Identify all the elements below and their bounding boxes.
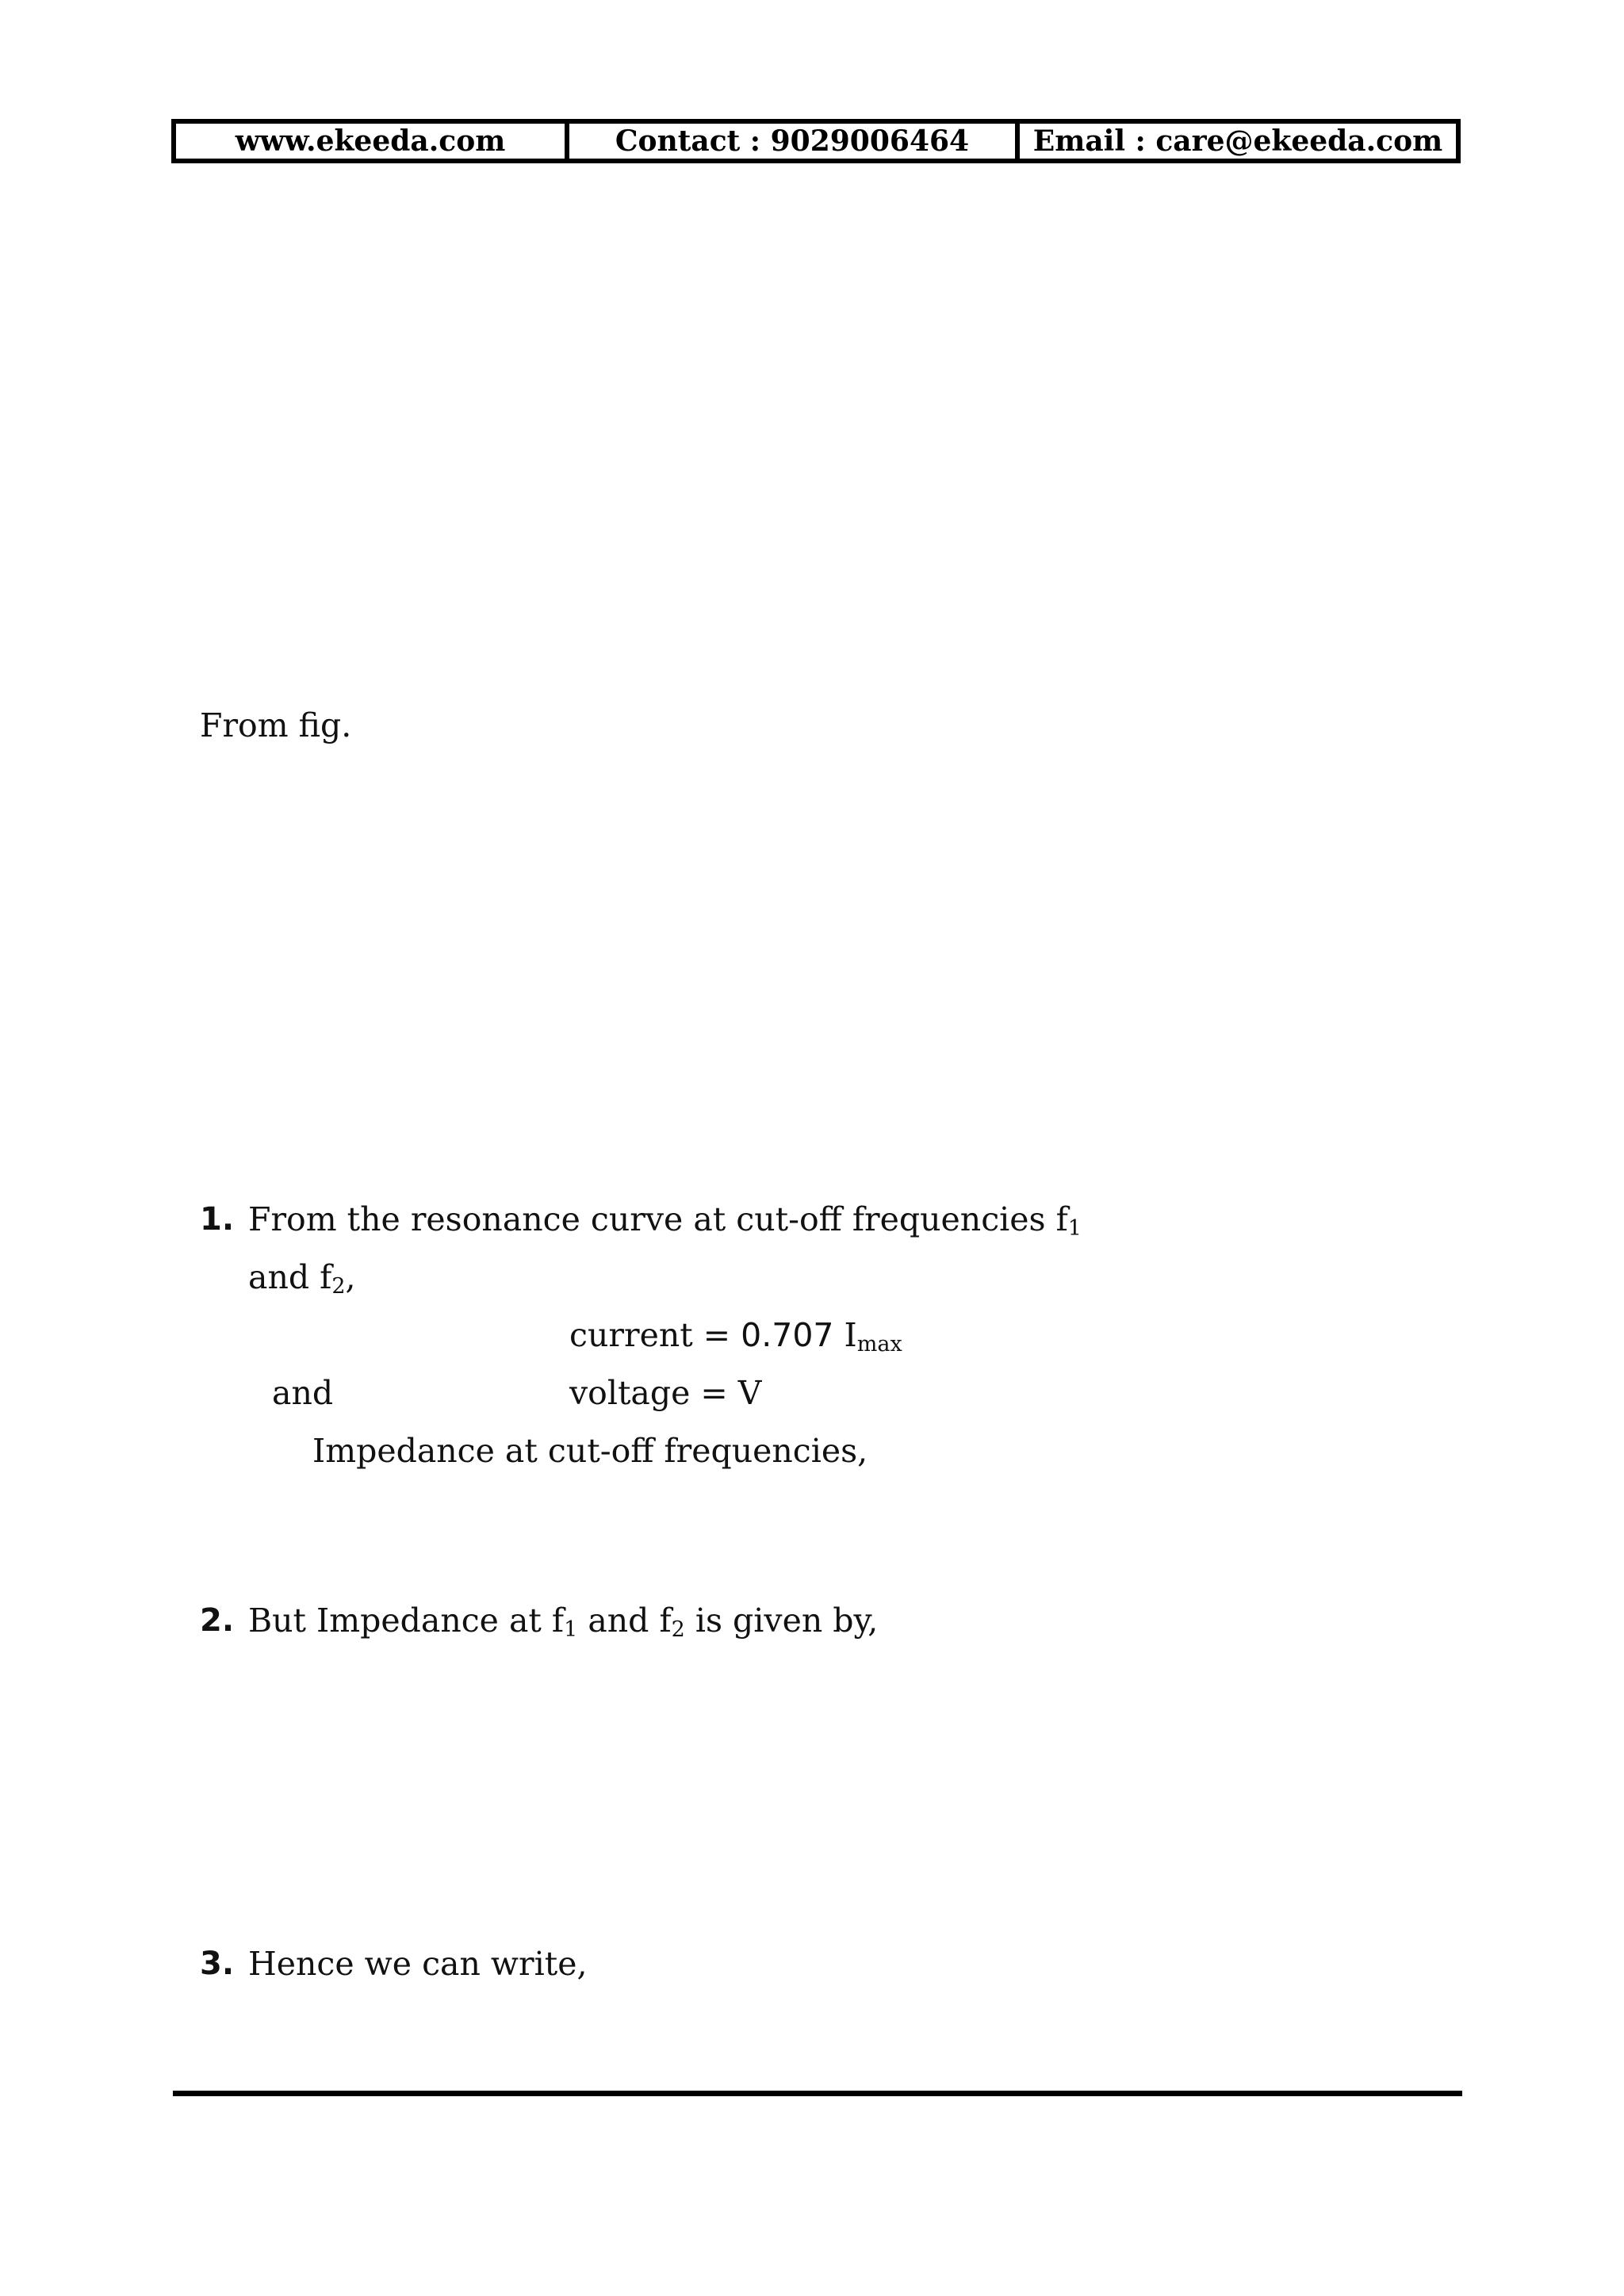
point-1-line-2 xyxy=(248,1258,356,1299)
point-1-line-2-tail: , xyxy=(345,1258,356,1296)
subscript-1: 1 xyxy=(1067,1216,1082,1241)
point-2-text xyxy=(248,1601,878,1640)
point-1-line-1-text: From the resonance curve at cut-off frequencies f xyxy=(248,1200,1068,1238)
point-1-number: 1. xyxy=(200,1201,235,1238)
point-3-text: Hence we can write, xyxy=(248,1945,588,1983)
header-contact-bar xyxy=(171,119,1461,163)
point-2-text-c: is given by, xyxy=(684,1601,879,1640)
subscript-max: max xyxy=(856,1332,902,1357)
subscript-1: 1 xyxy=(564,1617,578,1642)
footer-divider xyxy=(173,2091,1462,2096)
point-1-line-2-text: and f xyxy=(248,1258,332,1296)
subscript-2: 2 xyxy=(671,1617,685,1642)
current-symbol: I xyxy=(833,1316,857,1354)
point-2-number: 2. xyxy=(200,1602,235,1639)
header-contact: Contact : 9029006464 xyxy=(569,124,1020,159)
point-1-line-1 xyxy=(248,1200,1082,1241)
current-value: 0.707 xyxy=(741,1316,834,1354)
point-3-number: 3. xyxy=(200,1946,235,1982)
header-website[interactable]: www.ekeeda.com xyxy=(176,124,569,159)
current-equation xyxy=(569,1316,902,1357)
from-fig-text: From fig. xyxy=(200,706,352,744)
header-email[interactable]: Email : care@ekeeda.com xyxy=(1032,124,1443,158)
and-label: and xyxy=(272,1374,334,1412)
voltage-equation: voltage = V xyxy=(569,1374,762,1412)
point-2-text-b: and f xyxy=(577,1601,672,1640)
point-2-text-a: But Impedance at f xyxy=(248,1601,565,1640)
impedance-cutoff-text: Impedance at cut-off frequencies, xyxy=(312,1432,868,1470)
current-label: current = xyxy=(569,1316,741,1354)
subscript-2: 2 xyxy=(331,1274,346,1299)
